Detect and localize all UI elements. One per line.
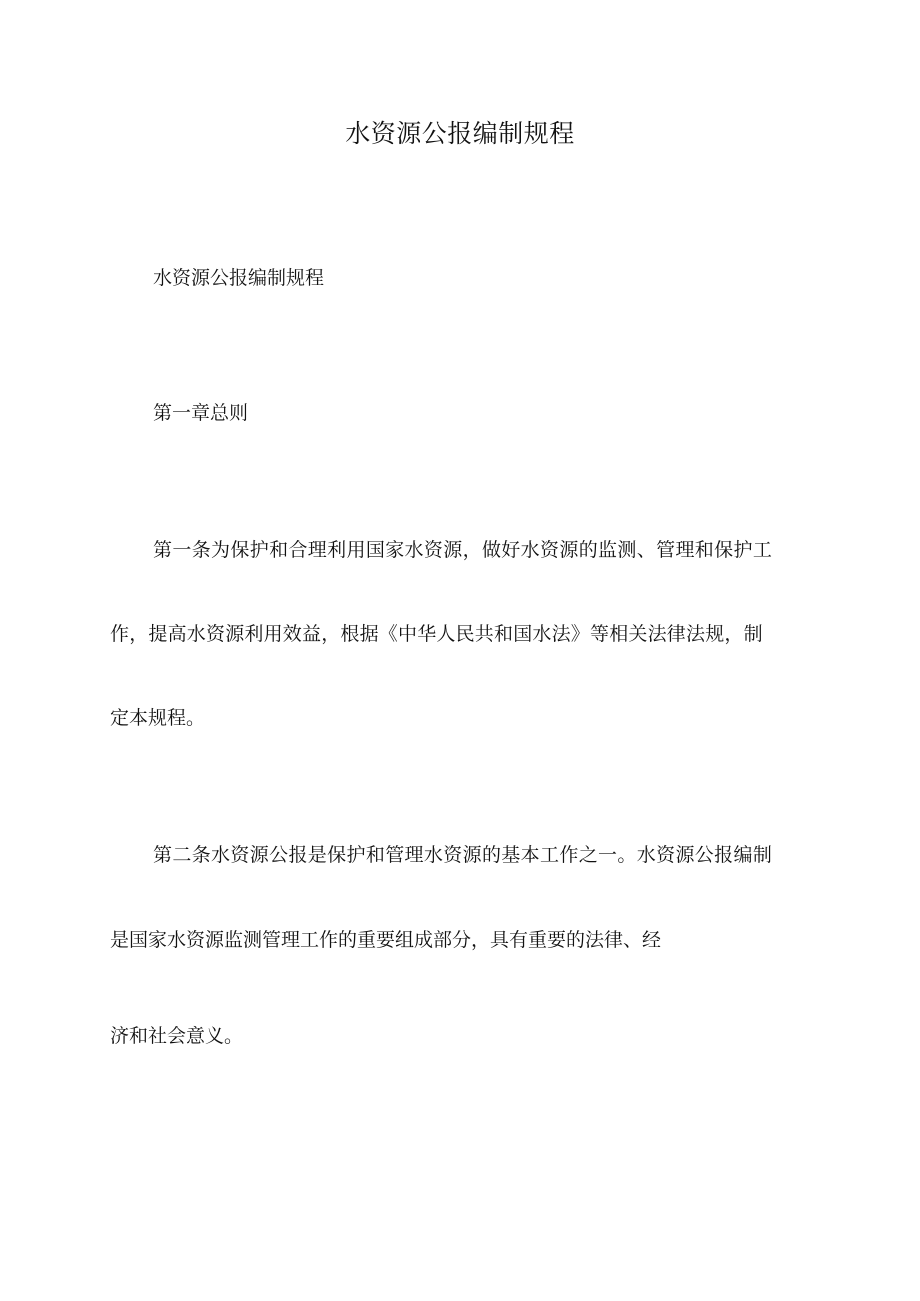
article-2-line-1: 第二条水资源公报是保护和管理水资源的基本工作之一。水资源公报编制	[153, 844, 773, 866]
article-2-line-3: 济和社会意义。	[110, 1025, 244, 1047]
article-1-line-3: 定本规程。	[110, 707, 206, 729]
document-title: 水资源公报编制规程	[345, 119, 575, 148]
chapter-heading: 第一章总则	[153, 402, 249, 424]
article-1-line-1: 第一条为保护和合理利用国家水资源，做好水资源的监测、管理和保护工	[153, 539, 773, 561]
article-2-line-2: 是国家水资源监测管理工作的重要组成部分，具有重要的法律、经	[110, 929, 662, 951]
document-subtitle: 水资源公报编制规程	[153, 267, 325, 289]
article-1-line-2: 作，提高水资源利用效益，根据《中华人民共和国水法》等相关法律法规，制	[110, 623, 763, 645]
